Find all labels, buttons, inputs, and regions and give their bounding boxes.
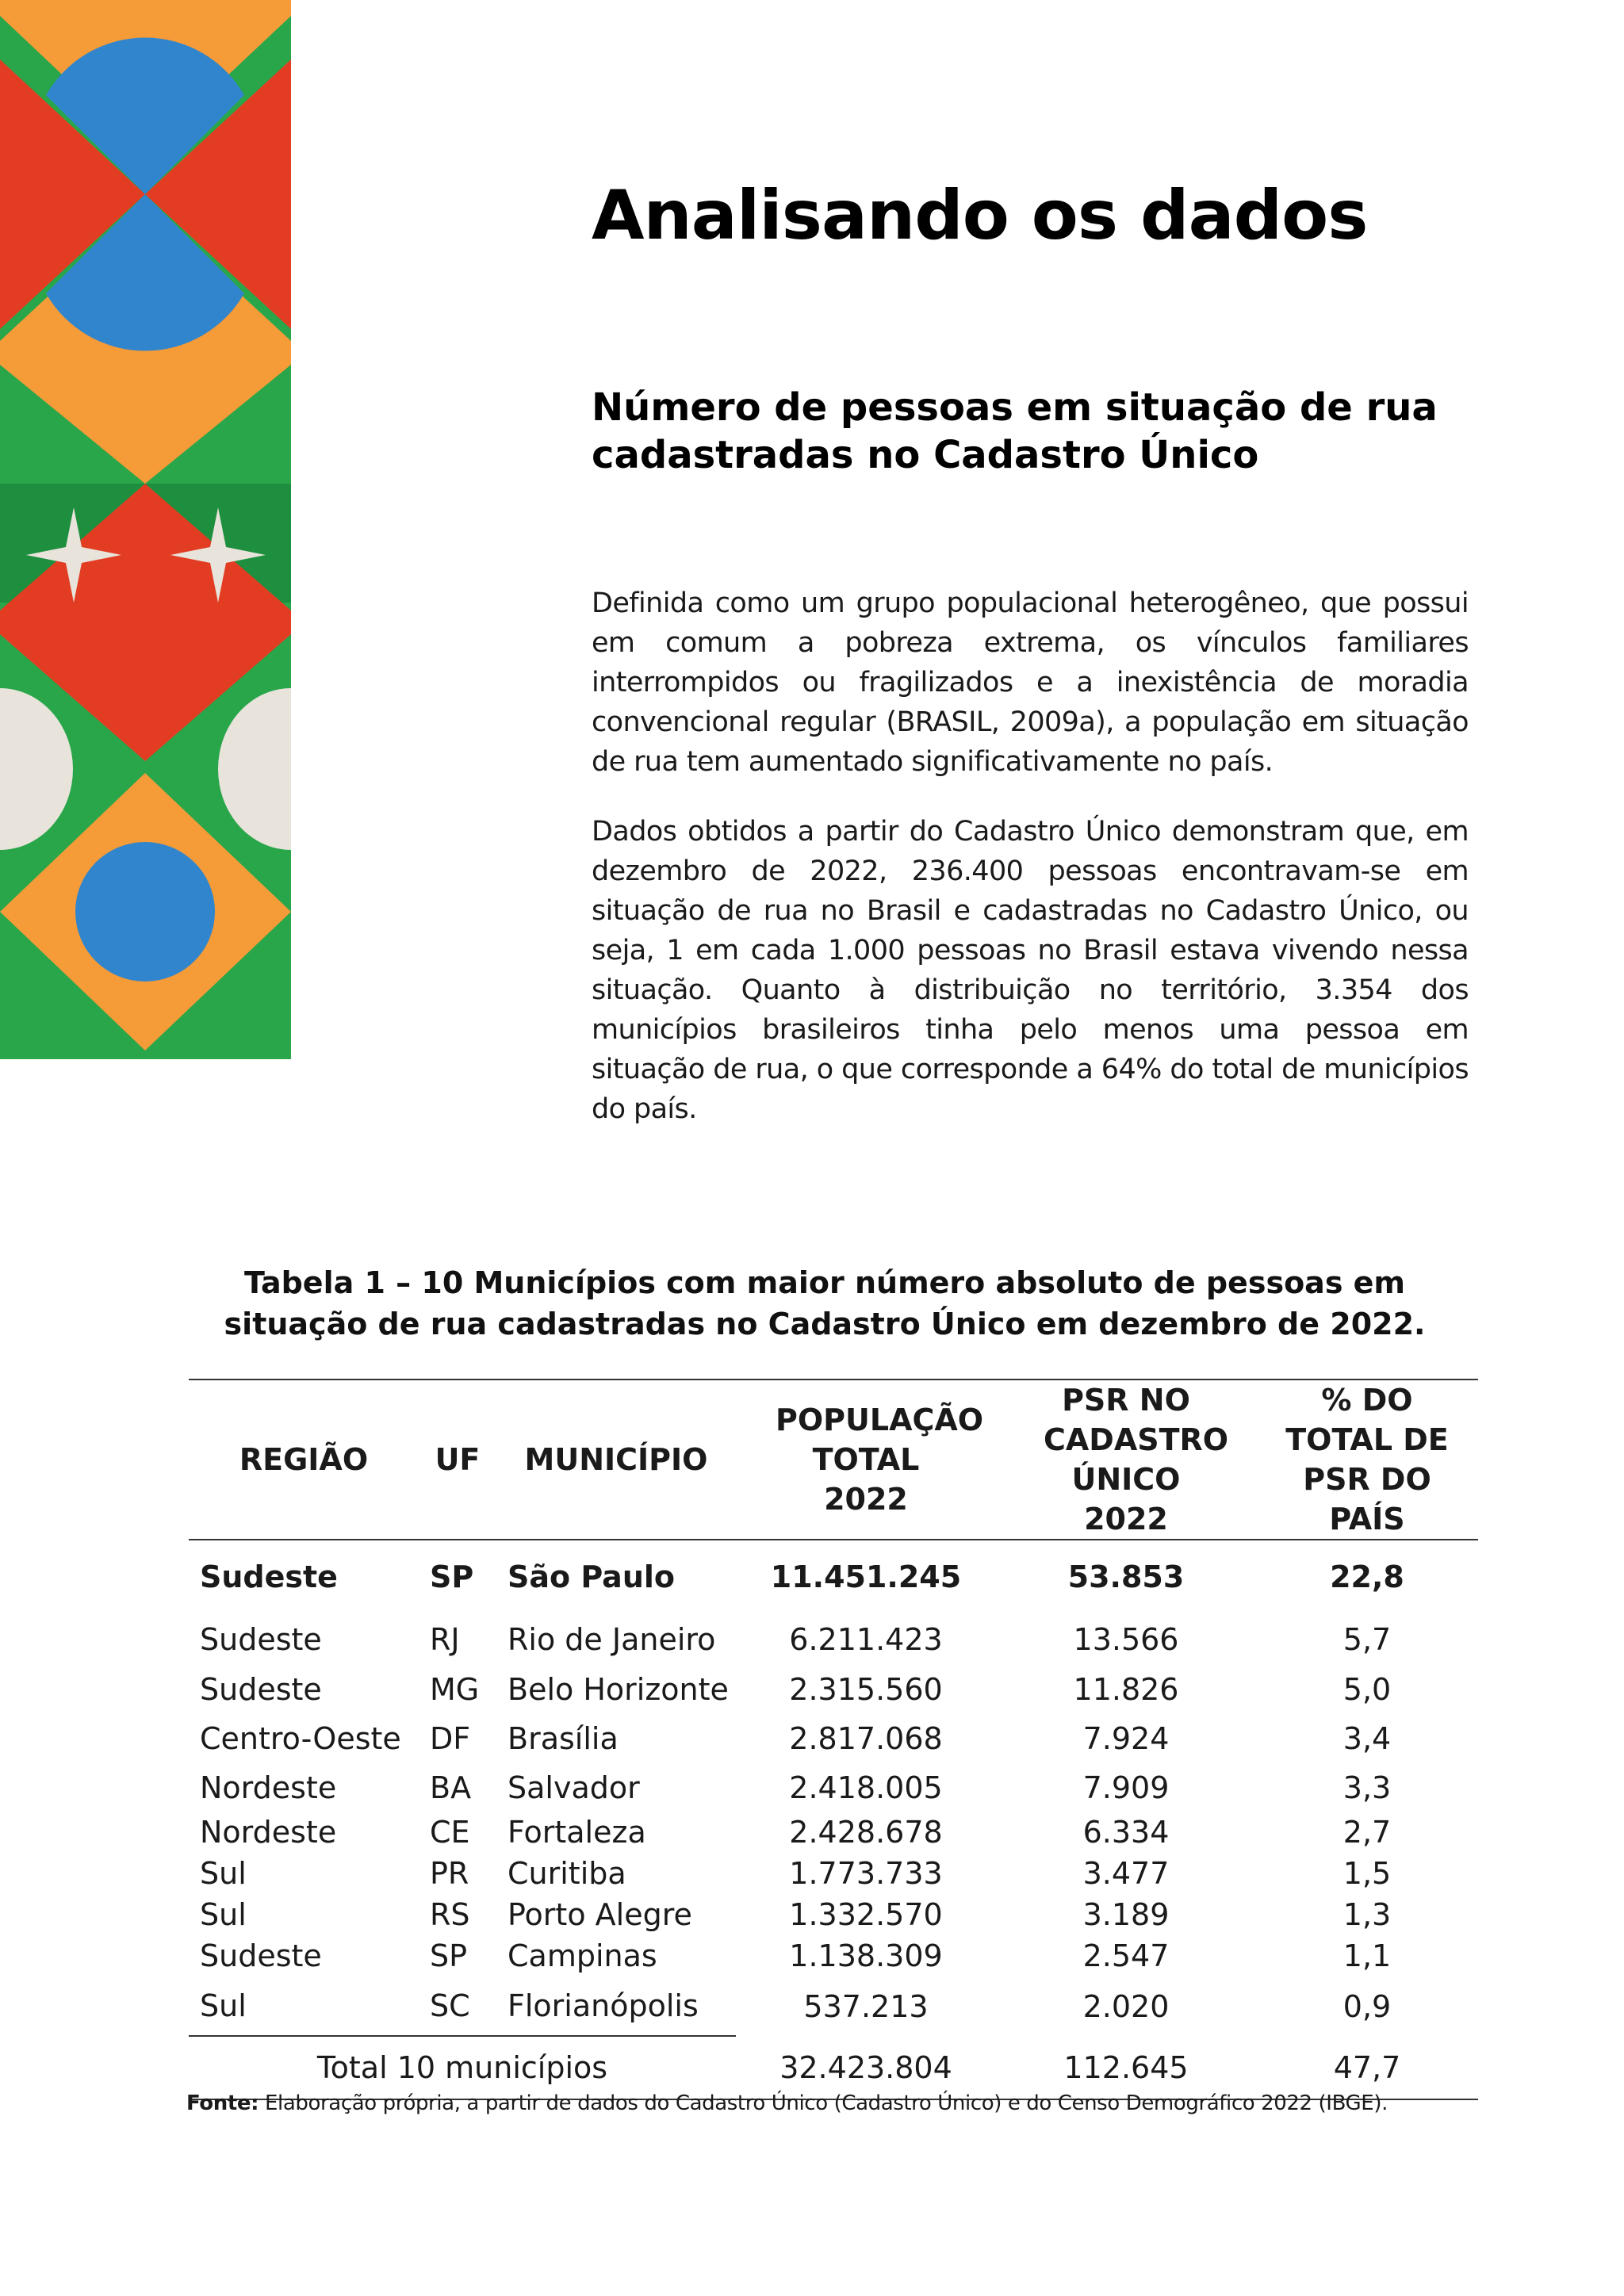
source-label: Fonte: (186, 2091, 259, 2115)
cell-regiao: Sul (189, 1976, 419, 2036)
cell-regiao: Sul (200, 1856, 247, 1891)
cell-percent: 1,1 (1342, 1938, 1392, 1973)
cell-regiao: Nordeste (200, 1770, 337, 1805)
table-row (189, 1613, 1478, 1666)
total-populacao: 32.423.804 (779, 2049, 952, 2085)
cell-uf: PR (430, 1856, 469, 1891)
source-text: Elaboração própria, a partir de dados do Cadastro Único (Cadastro Único) e do Censo Demográfico 2022 (IBGE). (259, 2091, 1388, 2115)
table-row (189, 1812, 1478, 1853)
page-title: Analisando os dados (592, 176, 1368, 255)
table-row (189, 1713, 1478, 1764)
cell-regiao: Sudeste (200, 1938, 322, 1973)
cell-municipio: Porto Alegre (508, 1897, 692, 1932)
cell-municipio: Florianópolis (496, 1976, 736, 2036)
cell-municipio: Brasília (508, 1721, 619, 1756)
cell-populacao: 2.418.005 (789, 1770, 943, 1805)
cell-populacao: 537.213 (803, 1988, 929, 2024)
cell-municipio: Curitiba (508, 1856, 626, 1891)
cell-regiao: Sul (200, 1897, 247, 1932)
cell-populacao: 6.211.423 (789, 1622, 943, 1657)
table-row (189, 1853, 1478, 1894)
cell-regiao: Sudeste (200, 1622, 322, 1657)
cell-psr: 7.924 (1082, 1721, 1170, 1756)
cell-uf: RS (430, 1897, 470, 1932)
cell-regiao: Sudeste (200, 1672, 322, 1707)
cell-populacao: 1.138.309 (789, 1938, 943, 1973)
cell-percent: 5,0 (1342, 1672, 1392, 1707)
cell-percent: 2,7 (1342, 1815, 1392, 1850)
cell-uf: RJ (430, 1622, 460, 1657)
header-percent: % DO TOTAL DE PSR DO PAÍS (1285, 1383, 1449, 1536)
data-paragraph: Dados obtidos a partir do Cadastro Único demonstram que, em dezembro de 2022, 236.400 pessoas encontravam-se em situação de rua no Brasil e cadastradas no Cadastro Único, ou seja, 1 em cada 1.000 pessoas no Brasil estava vivendo nessa situação. Quanto à distribuição no território, 3.354 dos municípios brasileiros tinha pelo menos uma pessoa em situação de rua, o que corresponde a 64% do total de municípios do país. (592, 816, 1469, 1125)
geometric-pattern (0, 0, 291, 1059)
cell-percent: 5,7 (1342, 1622, 1392, 1657)
header-psr: PSR NO CADASTRO ÚNICO 2022 (1044, 1383, 1229, 1536)
cell-municipio: Fortaleza (508, 1815, 646, 1850)
cell-regiao: Sudeste (200, 1559, 338, 1594)
cell-populacao: 1.332.570 (789, 1897, 943, 1932)
cell-psr: 2.547 (1082, 1938, 1170, 1973)
cell-uf: DF (430, 1721, 471, 1756)
cell-psr: 3.477 (1082, 1856, 1170, 1891)
table-row (189, 1935, 1478, 1976)
intro-paragraph: Definida como um grupo populacional heterogêneo, que possui em comum a pobreza extrema, os vínculos familiares interrompidos ou fragilizados e a inexistência de moradia convencional regular (BRASIL, 2009a), a população em situação de rua tem aumentado significativamente no país. (592, 587, 1469, 778)
cell-uf: SP (430, 1938, 468, 1973)
cell-uf: SP (430, 1559, 474, 1594)
cell-percent: 3,3 (1342, 1770, 1392, 1805)
cell-percent: 22,8 (1330, 1559, 1404, 1594)
table-row (189, 1540, 1478, 1613)
cell-municipio: Rio de Janeiro (508, 1622, 716, 1657)
table-header-row (189, 1380, 1478, 1540)
cell-uf: CE (430, 1815, 470, 1850)
cell-psr: 11.826 (1073, 1672, 1179, 1707)
total-percent: 47,7 (1333, 2049, 1401, 2085)
cell-municipio: Belo Horizonte (508, 1672, 729, 1707)
section-subtitle: Número de pessoas em situação de rua cadastradas no Cadastro Único (592, 385, 1438, 477)
cell-populacao: 2.315.560 (789, 1672, 943, 1707)
decorative-banner (0, 0, 291, 1059)
header-regiao: REGIÃO (239, 1442, 369, 1477)
total-label: Total 10 municípios (316, 2050, 608, 2085)
header-uf: UF (435, 1442, 481, 1477)
cell-psr: 13.566 (1073, 1622, 1179, 1657)
table-row (189, 1666, 1478, 1713)
table-row (189, 1894, 1478, 1935)
table-total-row (189, 2036, 1478, 2099)
cell-percent: 0,9 (1342, 1988, 1392, 2024)
header-municipio: MUNICÍPIO (524, 1442, 708, 1477)
cell-populacao: 11.451.245 (770, 1559, 962, 1594)
cell-populacao: 2.428.678 (789, 1815, 943, 1850)
cell-psr: 6.334 (1082, 1815, 1170, 1850)
municipios-table (189, 1379, 1478, 2100)
cell-psr: 3.189 (1082, 1897, 1170, 1932)
cell-municipio: Campinas (508, 1938, 657, 1973)
cell-psr: 53.853 (1067, 1559, 1185, 1594)
cell-populacao: 2.817.068 (789, 1721, 943, 1756)
cell-municipio: Salvador (508, 1770, 640, 1805)
cell-uf: MG (430, 1672, 480, 1707)
cell-psr: 7.909 (1082, 1770, 1170, 1805)
cell-percent: 1,5 (1342, 1856, 1392, 1891)
cell-psr: 2.020 (1082, 1988, 1170, 2024)
cell-uf: SC (419, 1976, 496, 2036)
total-psr: 112.645 (1063, 2049, 1189, 2085)
cell-uf: BA (430, 1770, 472, 1805)
table-caption: Tabela 1 – 10 Municípios com maior número absoluto de pessoas em situação de rua cadastradas no Cadastro Único em dezembro de 2022. (224, 1265, 1426, 1341)
table-row (189, 1764, 1478, 1812)
cell-populacao: 1.773.733 (789, 1856, 943, 1891)
cell-regiao: Nordeste (200, 1815, 337, 1850)
table-row (189, 1976, 1478, 2036)
source-note (186, 2091, 1388, 2115)
header-populacao: POPULAÇÃO TOTAL 2022 (776, 1402, 984, 1517)
cell-percent: 3,4 (1342, 1721, 1392, 1756)
cell-municipio: São Paulo (508, 1559, 676, 1594)
cell-regiao: Centro-Oeste (200, 1721, 401, 1756)
cell-percent: 1,3 (1342, 1897, 1392, 1932)
blue-circle (75, 842, 215, 982)
